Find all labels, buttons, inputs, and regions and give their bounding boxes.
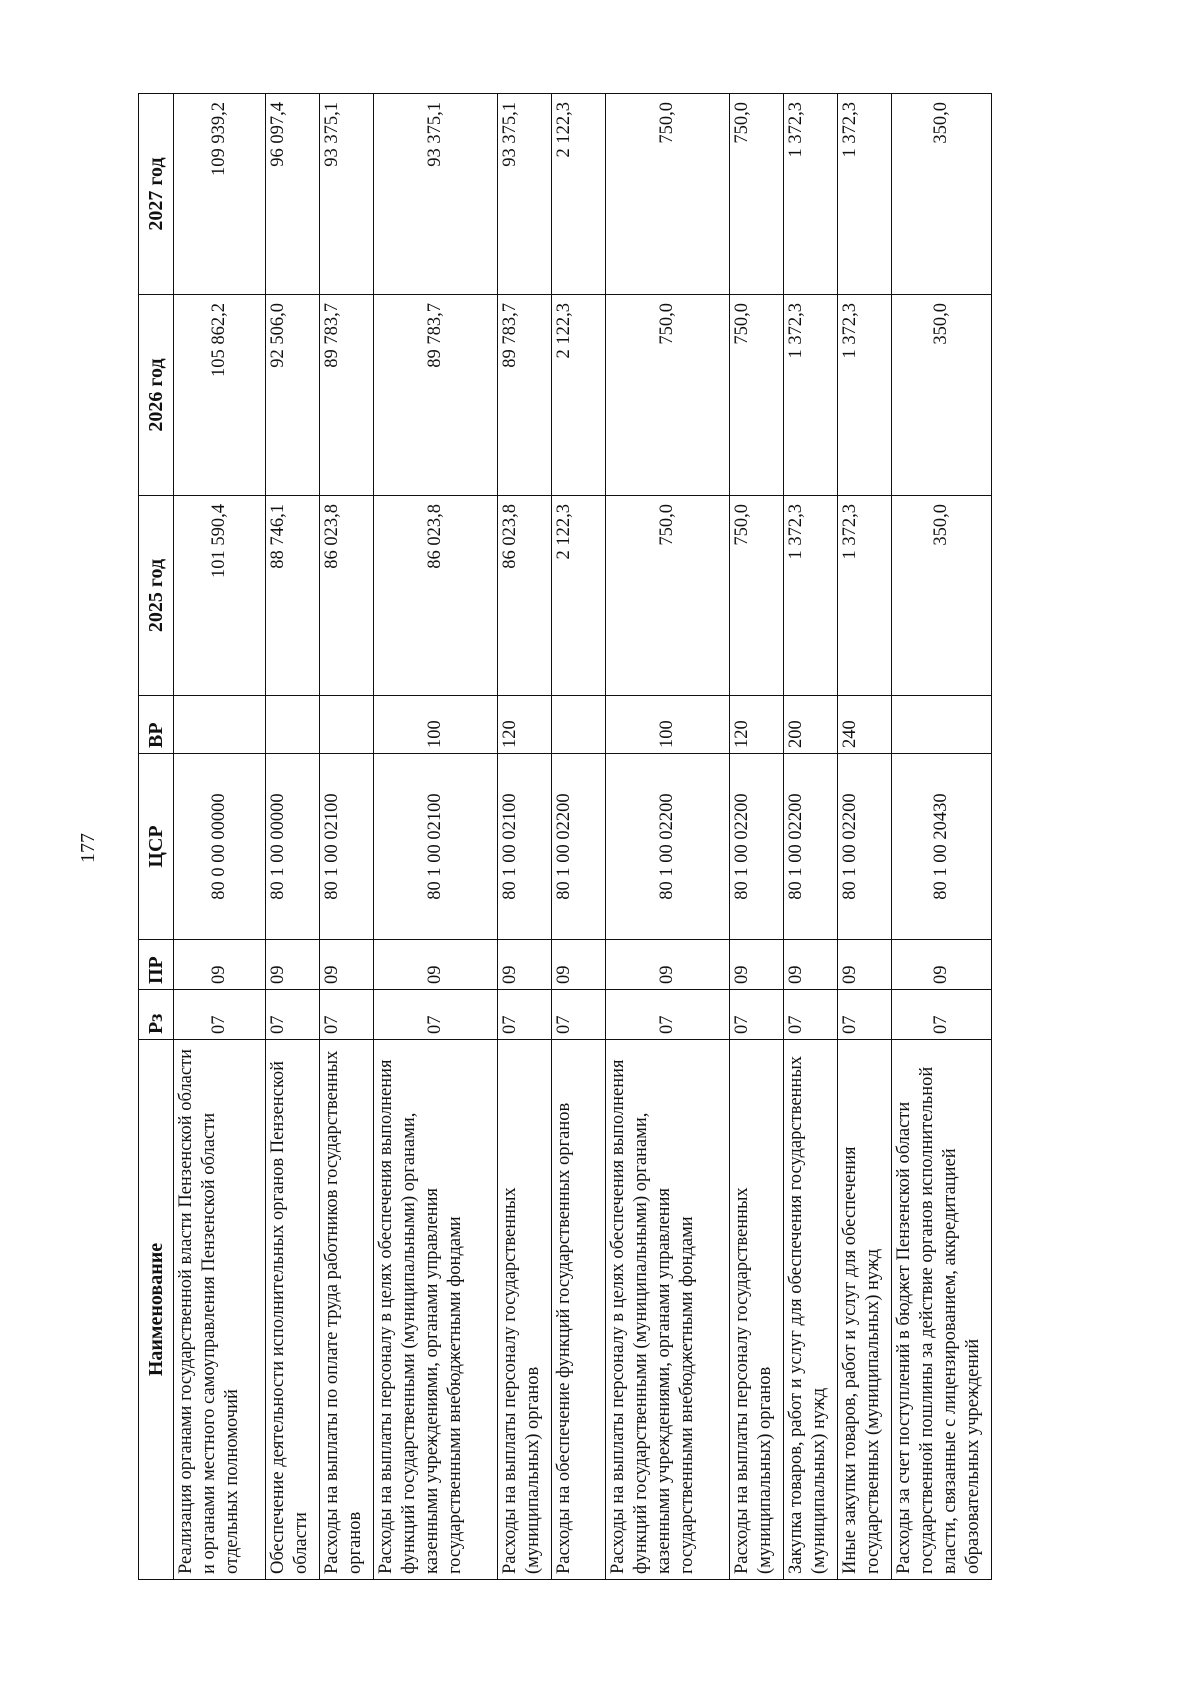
cell-2025: 2 122,3 [552, 496, 606, 696]
cell-pr: 09 [552, 940, 606, 990]
cell-2026: 1 372,3 [838, 295, 892, 496]
cell-vr: 200 [784, 696, 838, 754]
cell-csr: 80 1 00 02200 [552, 754, 606, 940]
header-2026: 2026 год [139, 295, 174, 496]
cell-pr: 09 [838, 940, 892, 990]
cell-2027: 1 372,3 [838, 94, 892, 295]
cell-vr: 240 [838, 696, 892, 754]
cell-vr [320, 696, 374, 754]
cell-2026: 89 783,7 [498, 295, 552, 496]
cell-rz: 07 [174, 990, 266, 1040]
cell-2025: 350,0 [892, 496, 992, 696]
cell-vr: 100 [374, 696, 498, 754]
cell-pr: 09 [730, 940, 784, 990]
cell-vr: 120 [730, 696, 784, 754]
table-row [266, 94, 320, 1580]
header-vr: ВР [139, 696, 174, 754]
cell-name: Расходы на выплаты персоналу в целях обеспечения выполнения функций государственными (муниципальными) органами, казенными учреждениями, органами управления государственными внебюджетными фондами [606, 1040, 730, 1580]
table-row [730, 94, 784, 1580]
cell-2027: 750,0 [730, 94, 784, 295]
cell-vr: 100 [606, 696, 730, 754]
cell-rz: 07 [266, 990, 320, 1040]
cell-csr: 80 0 00 00000 [174, 754, 266, 940]
cell-2027: 750,0 [606, 94, 730, 295]
cell-2025: 101 590,4 [174, 496, 266, 696]
cell-vr [266, 696, 320, 754]
header-csr: ЦСР [139, 754, 174, 940]
cell-rz: 07 [552, 990, 606, 1040]
cell-name: Иные закупки товаров, работ и услуг для обеспечения государственных (муниципальных) нужд [838, 1040, 892, 1580]
cell-2027: 93 375,1 [320, 94, 374, 295]
cell-2027: 1 372,3 [784, 94, 838, 295]
cell-csr: 80 1 00 02200 [730, 754, 784, 940]
cell-rz: 07 [498, 990, 552, 1040]
cell-2026: 89 783,7 [320, 295, 374, 496]
cell-rz: 07 [892, 990, 992, 1040]
cell-2025: 750,0 [606, 496, 730, 696]
cell-2027: 2 122,3 [552, 94, 606, 295]
cell-csr: 80 1 00 02200 [784, 754, 838, 940]
table-row [374, 94, 498, 1580]
cell-vr [174, 696, 266, 754]
cell-vr [552, 696, 606, 754]
cell-2025: 86 023,8 [320, 496, 374, 696]
cell-name: Обеспечение деятельности исполнительных органов Пензенской области [266, 1040, 320, 1580]
cell-pr: 09 [606, 940, 730, 990]
header-2027: 2027 год [139, 94, 174, 295]
cell-pr: 09 [320, 940, 374, 990]
header-rz: Рз [139, 990, 174, 1040]
cell-pr: 09 [174, 940, 266, 990]
cell-rz: 07 [320, 990, 374, 1040]
table-row [320, 94, 374, 1580]
table-row [784, 94, 838, 1580]
cell-2026: 2 122,3 [552, 295, 606, 496]
cell-2025: 88 746,1 [266, 496, 320, 696]
rotated-page-content [138, 94, 1048, 1580]
header-pr: ПР [139, 940, 174, 990]
cell-csr: 80 1 00 02100 [320, 754, 374, 940]
table-row [606, 94, 730, 1580]
cell-pr: 09 [784, 940, 838, 990]
cell-csr: 80 1 00 02200 [606, 754, 730, 940]
cell-name: Расходы на выплаты персоналу государственных (муниципальных) органов [730, 1040, 784, 1580]
budget-table [138, 93, 992, 1580]
table-row [552, 94, 606, 1580]
cell-csr: 80 1 00 00000 [266, 754, 320, 940]
cell-2025: 1 372,3 [838, 496, 892, 696]
cell-2027: 109 939,2 [174, 94, 266, 295]
table-row [892, 94, 992, 1580]
cell-vr: 120 [498, 696, 552, 754]
page-number: 177 [77, 833, 99, 863]
cell-csr: 80 1 00 20430 [892, 754, 992, 940]
cell-name: Закупка товаров, работ и услуг для обеспечения государственных (муниципальных) нужд [784, 1040, 838, 1580]
table-row [174, 94, 266, 1580]
cell-name: Реализация органами государственной власти Пензенской области и органами местного самоуправления Пензенской области отдельных полномочий [174, 1040, 266, 1580]
cell-2027: 350,0 [892, 94, 992, 295]
cell-2027: 93 375,1 [498, 94, 552, 295]
cell-csr: 80 1 00 02200 [838, 754, 892, 940]
cell-name: Расходы на обеспечение функций государственных органов [552, 1040, 606, 1580]
cell-name: Расходы на выплаты по оплате труда работников государственных органов [320, 1040, 374, 1580]
header-name: Наименование [139, 1040, 174, 1580]
cell-2025: 86 023,8 [374, 496, 498, 696]
table-row [498, 94, 552, 1580]
header-2025: 2025 год [139, 496, 174, 696]
cell-pr: 09 [892, 940, 992, 990]
cell-rz: 07 [730, 990, 784, 1040]
cell-2027: 96 097,4 [266, 94, 320, 295]
cell-pr: 09 [498, 940, 552, 990]
cell-2025: 86 023,8 [498, 496, 552, 696]
cell-2026: 350,0 [892, 295, 992, 496]
table-header-row [139, 94, 174, 1580]
cell-name: Расходы на выплаты персоналу в целях обеспечения выполнения функций государственными (муниципальными) органами, казенными учреждениями, органами управления государственными внебюджетными фондами [374, 1040, 498, 1580]
cell-pr: 09 [374, 940, 498, 990]
cell-rz: 07 [374, 990, 498, 1040]
cell-2027: 93 375,1 [374, 94, 498, 295]
cell-rz: 07 [838, 990, 892, 1040]
cell-2026: 92 506,0 [266, 295, 320, 496]
cell-2026: 105 862,2 [174, 295, 266, 496]
cell-2026: 750,0 [606, 295, 730, 496]
cell-name: Расходы за счет поступлений в бюджет Пензенской области государственной пошлины за действие органов исполнительной власти, связанные с лицензированием, аккредитацией образовательных учреждений [892, 1040, 992, 1580]
cell-pr: 09 [266, 940, 320, 990]
cell-csr: 80 1 00 02100 [374, 754, 498, 940]
cell-vr [892, 696, 992, 754]
cell-2026: 89 783,7 [374, 295, 498, 496]
cell-rz: 07 [606, 990, 730, 1040]
table-row [838, 94, 892, 1580]
cell-rz: 07 [784, 990, 838, 1040]
cell-2026: 750,0 [730, 295, 784, 496]
cell-name: Расходы на выплаты персоналу государственных (муниципальных) органов [498, 1040, 552, 1580]
cell-csr: 80 1 00 02100 [498, 754, 552, 940]
cell-2026: 1 372,3 [784, 295, 838, 496]
cell-2025: 750,0 [730, 496, 784, 696]
cell-2025: 1 372,3 [784, 496, 838, 696]
